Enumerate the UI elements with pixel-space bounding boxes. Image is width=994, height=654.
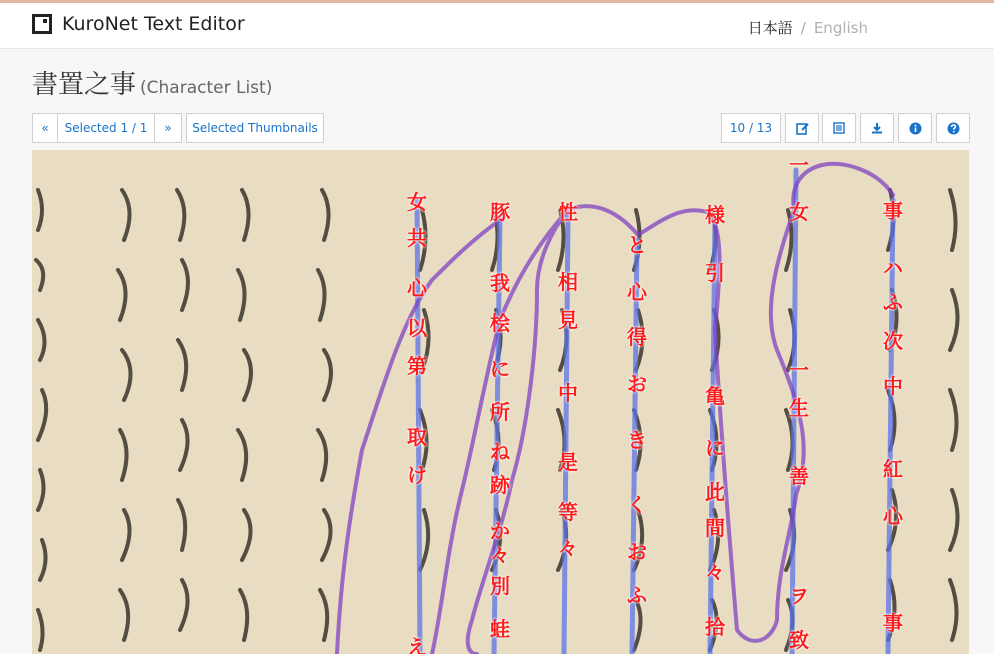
character-label[interactable]: 中: [883, 374, 903, 398]
download-icon: [871, 122, 883, 134]
character-label[interactable]: と: [627, 233, 647, 257]
edit-button[interactable]: [785, 113, 819, 143]
character-label[interactable]: ふ: [883, 290, 903, 314]
download-button[interactable]: [860, 113, 894, 143]
character-label[interactable]: 所: [490, 400, 510, 424]
character-label[interactable]: く: [627, 493, 647, 517]
selected-indicator-button[interactable]: Selected 1 / 1: [57, 113, 155, 143]
character-label[interactable]: 々: [558, 536, 578, 560]
character-label[interactable]: 亀: [705, 384, 725, 408]
character-label[interactable]: 引: [705, 261, 725, 285]
page-counter-button[interactable]: 10 / 13: [721, 113, 781, 143]
character-label[interactable]: 事: [883, 199, 903, 223]
character-label[interactable]: 是: [558, 450, 578, 474]
character-label[interactable]: 拾: [705, 615, 725, 639]
list-icon: [833, 122, 845, 134]
character-label[interactable]: け: [407, 463, 427, 487]
character-label[interactable]: に: [705, 436, 725, 460]
selected-thumbnails-button[interactable]: Selected Thumbnails: [186, 113, 324, 143]
character-label[interactable]: 致: [789, 628, 809, 652]
character-label[interactable]: 善: [789, 464, 809, 488]
language-japanese-link[interactable]: 日本語: [747, 19, 793, 37]
toolbar: [32, 113, 971, 143]
brand-link[interactable]: [32, 13, 245, 35]
character-label[interactable]: 間: [705, 516, 725, 540]
character-label[interactable]: 女: [407, 190, 427, 214]
language-separator: /: [800, 19, 806, 37]
character-label[interactable]: 一: [789, 358, 809, 382]
character-label[interactable]: ふ: [627, 583, 647, 607]
character-label[interactable]: 々: [490, 543, 510, 567]
character-label[interactable]: 女: [789, 200, 809, 224]
list-button[interactable]: [822, 113, 856, 143]
character-label[interactable]: 心: [883, 504, 903, 528]
character-label[interactable]: 一: [789, 153, 809, 177]
character-label[interactable]: 見: [558, 308, 578, 332]
app-title: KuroNet Text Editor: [62, 13, 245, 35]
character-label[interactable]: 心: [627, 280, 647, 304]
character-label[interactable]: え: [407, 635, 427, 654]
edit-icon: [796, 122, 809, 135]
character-label[interactable]: 心: [407, 276, 427, 300]
character-label[interactable]: 事: [883, 611, 903, 635]
character-label[interactable]: 豚: [490, 200, 510, 224]
character-label[interactable]: ハ: [883, 256, 903, 280]
page-title: 書置之事: [32, 70, 137, 100]
character-label[interactable]: 我: [490, 271, 510, 295]
language-switcher: [748, 17, 868, 38]
document-image-viewer[interactable]: [32, 150, 969, 654]
character-label[interactable]: 生: [789, 396, 809, 420]
character-label[interactable]: 等: [558, 500, 578, 524]
info-icon: [909, 122, 922, 135]
language-english-link[interactable]: English: [813, 19, 868, 37]
character-label[interactable]: 紅: [883, 457, 903, 481]
character-label[interactable]: 相: [558, 270, 578, 294]
help-button[interactable]: [936, 113, 970, 143]
character-label[interactable]: 取: [407, 425, 427, 449]
square-logo-icon: [32, 14, 52, 34]
character-label[interactable]: 次: [883, 329, 903, 353]
next-button[interactable]: »: [154, 113, 182, 143]
character-label[interactable]: 桧: [490, 311, 510, 335]
character-label[interactable]: 性: [558, 200, 578, 224]
character-label[interactable]: ね: [490, 440, 510, 464]
character-label[interactable]: 以: [407, 316, 427, 340]
info-button[interactable]: [898, 113, 932, 143]
help-icon: [947, 122, 960, 135]
character-label[interactable]: ヲ: [789, 584, 809, 608]
page-subtitle: (Character List): [140, 78, 273, 98]
character-label[interactable]: き: [627, 428, 647, 452]
page-title-row: [32, 64, 272, 101]
prev-button[interactable]: «: [32, 113, 58, 143]
character-label[interactable]: 第: [407, 354, 427, 378]
character-label[interactable]: 中: [558, 381, 578, 405]
character-label[interactable]: 々: [705, 560, 725, 584]
navbar: [0, 3, 994, 49]
character-label[interactable]: か: [490, 519, 510, 543]
character-label[interactable]: に: [490, 357, 510, 381]
character-label[interactable]: 此: [705, 480, 725, 504]
character-label[interactable]: お: [627, 372, 647, 396]
character-label[interactable]: 共: [407, 226, 427, 250]
character-label[interactable]: 蛙: [490, 617, 510, 641]
character-label[interactable]: 様: [705, 203, 725, 227]
character-label[interactable]: 得: [627, 325, 647, 349]
character-label[interactable]: 跡: [490, 473, 510, 497]
character-label[interactable]: 別: [490, 574, 510, 598]
character-label[interactable]: お: [627, 540, 647, 564]
